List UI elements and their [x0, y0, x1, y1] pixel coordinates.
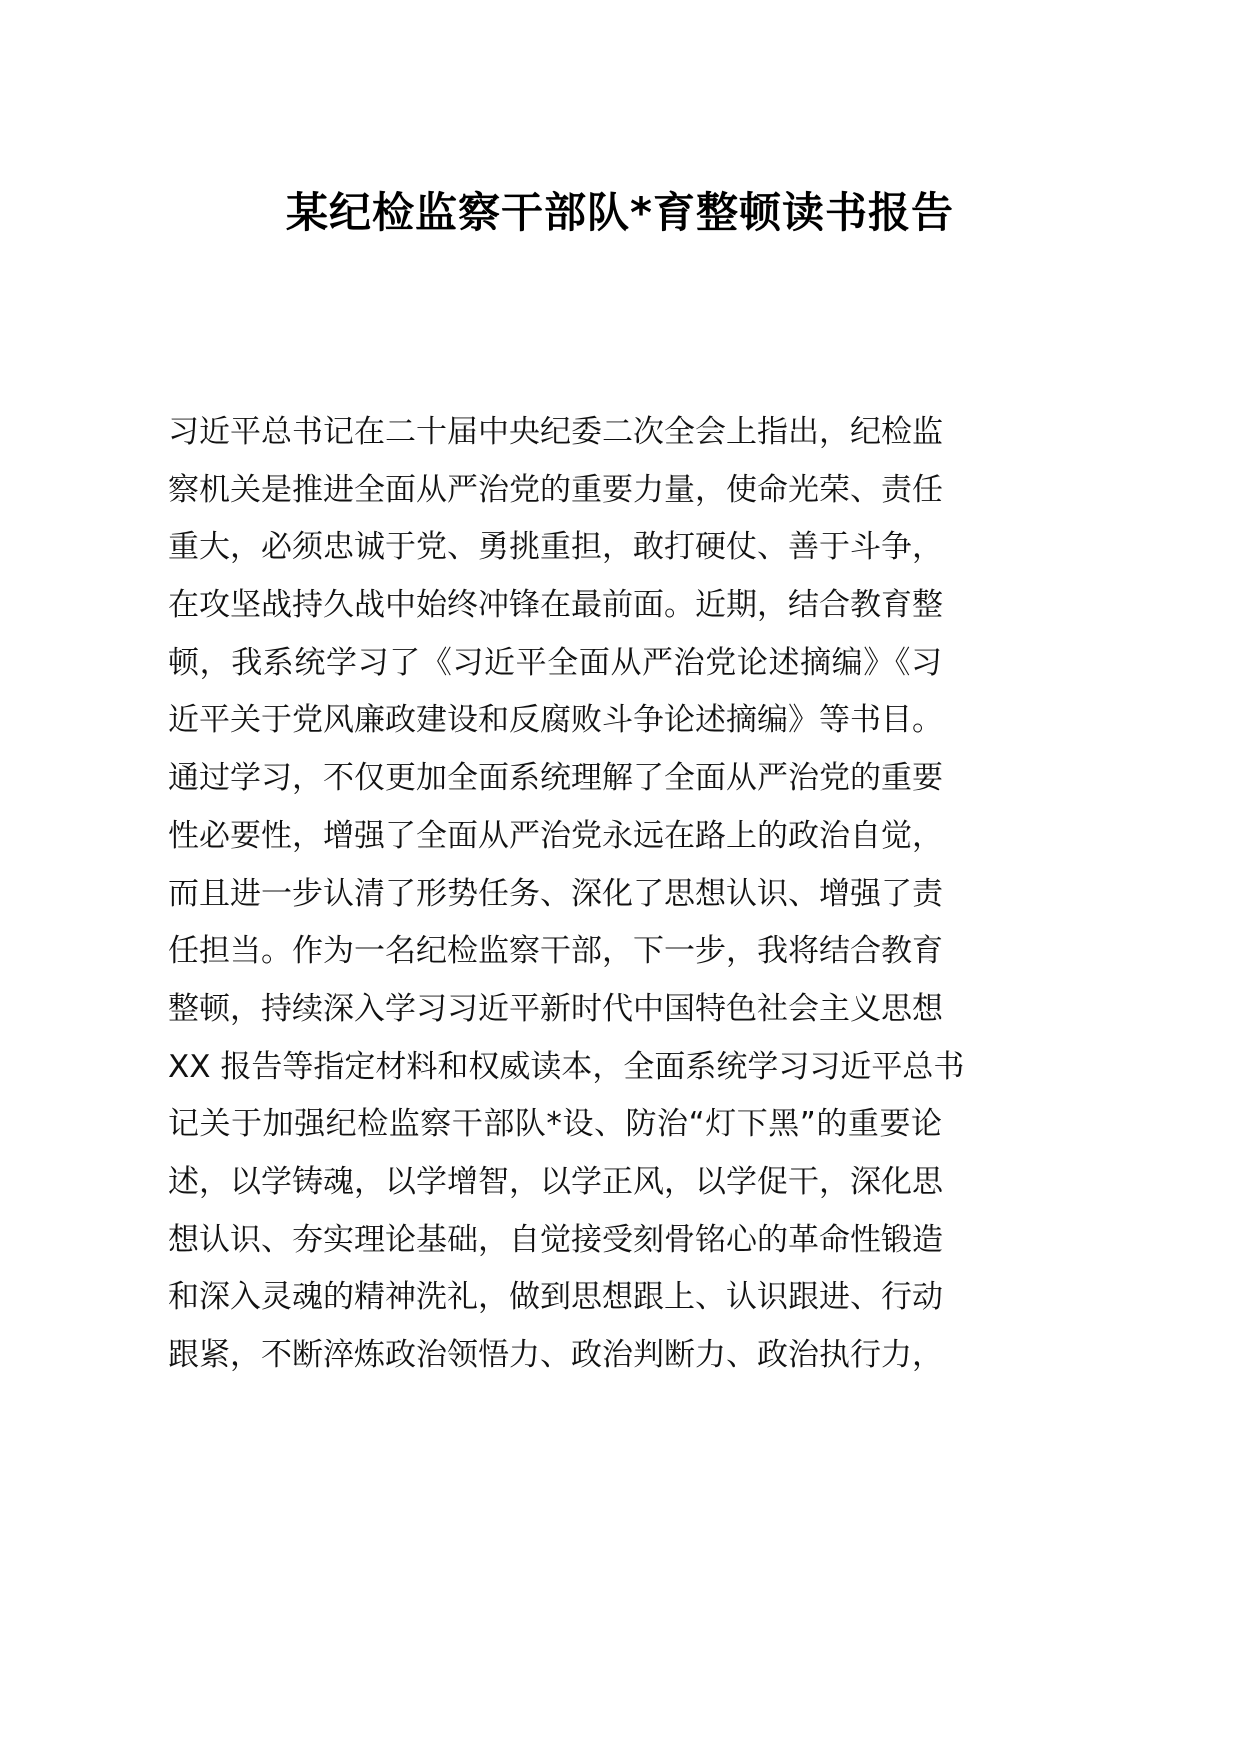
body-line: 在攻坚战持久战中始终冲锋在最前面。近期，结合教育整 — [168, 587, 943, 624]
body-line: 整顿，持续深入学习习近平新时代中国特色社会主义思想 — [168, 990, 943, 1027]
body-line: 记关于加强纪检监察干部队*设、防治“灯下黑”的重要论 — [168, 1106, 942, 1143]
body-line: 任担当。作为一名纪检监察干部，下一步，我将结合教育 — [168, 933, 943, 970]
body-line: 跟紧，不断淬炼政治领悟力、政治判断力、政治执行力， — [168, 1337, 943, 1373]
body-line: 想认识、夯实理论基础，自觉接受刻骨铭心的革命性锻造 — [168, 1221, 943, 1258]
body-line: 而且进一步认清了形势任务、深化了思想认识、增强了责 — [168, 875, 943, 912]
body-line: 重大，必须忠诚于党、勇挑重担，敢打硬仗、善于斗争， — [168, 529, 943, 566]
body-line: 通过学习，不仅更加全面系统理解了全面从严治党的重要 — [168, 760, 943, 797]
body-line: XX 报告等指定材料和权威读本，全面系统学习习近平总书 — [168, 1048, 965, 1085]
document-title: 某纪检监察干部队*育整顿读书报告 — [286, 188, 954, 237]
body-line: 性必要性，增强了全面从严治党永远在路上的政治自觉， — [168, 817, 943, 854]
body-line: 顿，我系统学习了《习近平全面从严治党论述摘编》《习 — [168, 644, 942, 681]
body-line: 和深入灵魂的精神洗礼，做到思想跟上、认识跟进、行动 — [168, 1279, 943, 1316]
body-line: 习近平总书记在二十届中央纪委二次全会上指出，纪检监 — [168, 414, 943, 450]
body-line: 察机关是推进全面从严治党的重要力量，使命光荣、责任 — [168, 471, 943, 508]
body-line: 近平关于党风廉政建设和反腐败斗争论述摘编》等书目。 — [168, 702, 943, 739]
body-line: 述，以学铸魂，以学增智，以学正风，以学促干，深化思 — [168, 1163, 943, 1200]
document-body — [168, 410, 965, 1391]
